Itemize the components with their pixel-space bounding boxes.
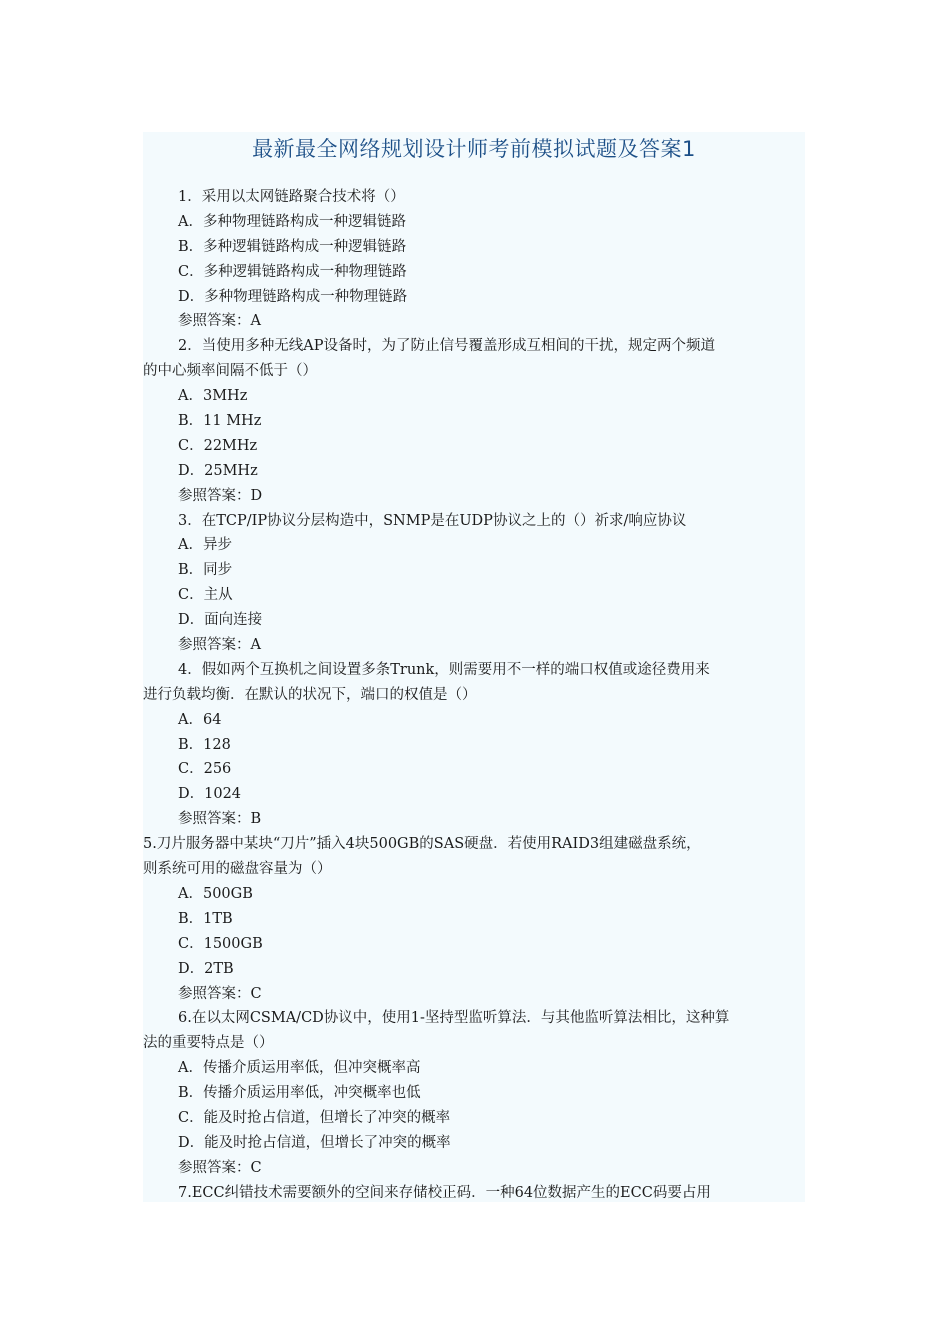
text-line: C．22MHz [178, 437, 258, 454]
text-line: 参照答案：A [178, 313, 261, 330]
text-line: 2．当使用多种无线AP设备时，为了防止信号覆盖形成互相间的干扰，规定两个频道 [178, 338, 715, 355]
document-body [143, 185, 805, 1202]
text-line: 1．采用以太网链路聚合技术将（） [178, 189, 405, 205]
text-line: C．多种逻辑链路构成一种物理链路 [178, 263, 407, 280]
text-line: 则系统可用的磁盘容量为（） [143, 861, 332, 878]
text-line: A．传播介质运用率低，但冲突概率高 [178, 1060, 421, 1077]
text-line: 3．在TCP/IP协议分层构造中，SNMP是在UDP协议之上的（）祈求/响应协议 [178, 512, 687, 529]
text-line: 4．假如两个互换机之间设置多条Trunk，则需要用不一样的端口权值或途径费用来 [178, 661, 710, 678]
text-line: B．多种逻辑链路构成一种逻辑链路 [178, 238, 407, 255]
text-line: 参照答案：C [178, 1159, 262, 1176]
text-line: 参照答案：C [178, 985, 262, 1002]
text-line: C．256 [178, 761, 232, 778]
text-line: D．2TB [178, 960, 234, 977]
text-line: D．25MHz [178, 462, 258, 479]
text-line: A．500GB [178, 885, 253, 902]
text-line: 7.ECC纠错技术需要额外的空间来存储校正码．一种64位数据产生的ECC码要占用 [178, 1184, 711, 1201]
text-line: B．11 MHz [178, 413, 262, 430]
text-line: B．传播介质运用率低，冲突概率也低 [178, 1085, 421, 1102]
document-page [143, 132, 805, 1202]
text-line: B．同步 [178, 562, 233, 579]
text-line: D．1024 [178, 786, 242, 803]
text-line: A．3MHz [178, 388, 248, 405]
text-line: B．1TB [178, 910, 233, 927]
text-line: 的中心频率间隔不低于（） [143, 363, 317, 380]
text-line: D．能及时抢占信道，但增长了冲突的概率 [178, 1134, 451, 1151]
text-line: 5.刀片服务器中某块“刀片”插入4块500GB的SAS硬盘．若使用RAID3组建磁盘系统， [143, 836, 701, 853]
text-line: A．多种物理链路构成一种逻辑链路 [178, 213, 406, 230]
text-line: D．多种物理链路构成一种物理链路 [178, 288, 408, 305]
text-line: 6.在以太网CSMA/CD协议中，使用1-坚持型监听算法．与其他监听算法相比，这种算 [178, 1010, 730, 1027]
text-line: C．1500GB [178, 935, 263, 952]
text-line: 进行负载均衡．在默认的状况下，端口的权值是（） [143, 686, 477, 703]
text-line: 法的重要特点是（） [143, 1035, 274, 1052]
document-title: 最新最全网络规划设计师考前模拟试题及答案1 [252, 137, 696, 161]
text-line: A．64 [178, 711, 222, 728]
text-line: 参照答案：D [178, 487, 263, 504]
text-line: 参照答案：A [178, 637, 261, 654]
text-line: B．128 [178, 736, 231, 753]
text-line: D．面向连接 [178, 612, 263, 629]
text-line: 参照答案：B [178, 811, 262, 828]
text-line: C．主从 [178, 587, 233, 604]
text-line: A．异步 [178, 537, 232, 554]
text-line: C．能及时抢占信道，但增长了冲突的概率 [178, 1109, 451, 1126]
